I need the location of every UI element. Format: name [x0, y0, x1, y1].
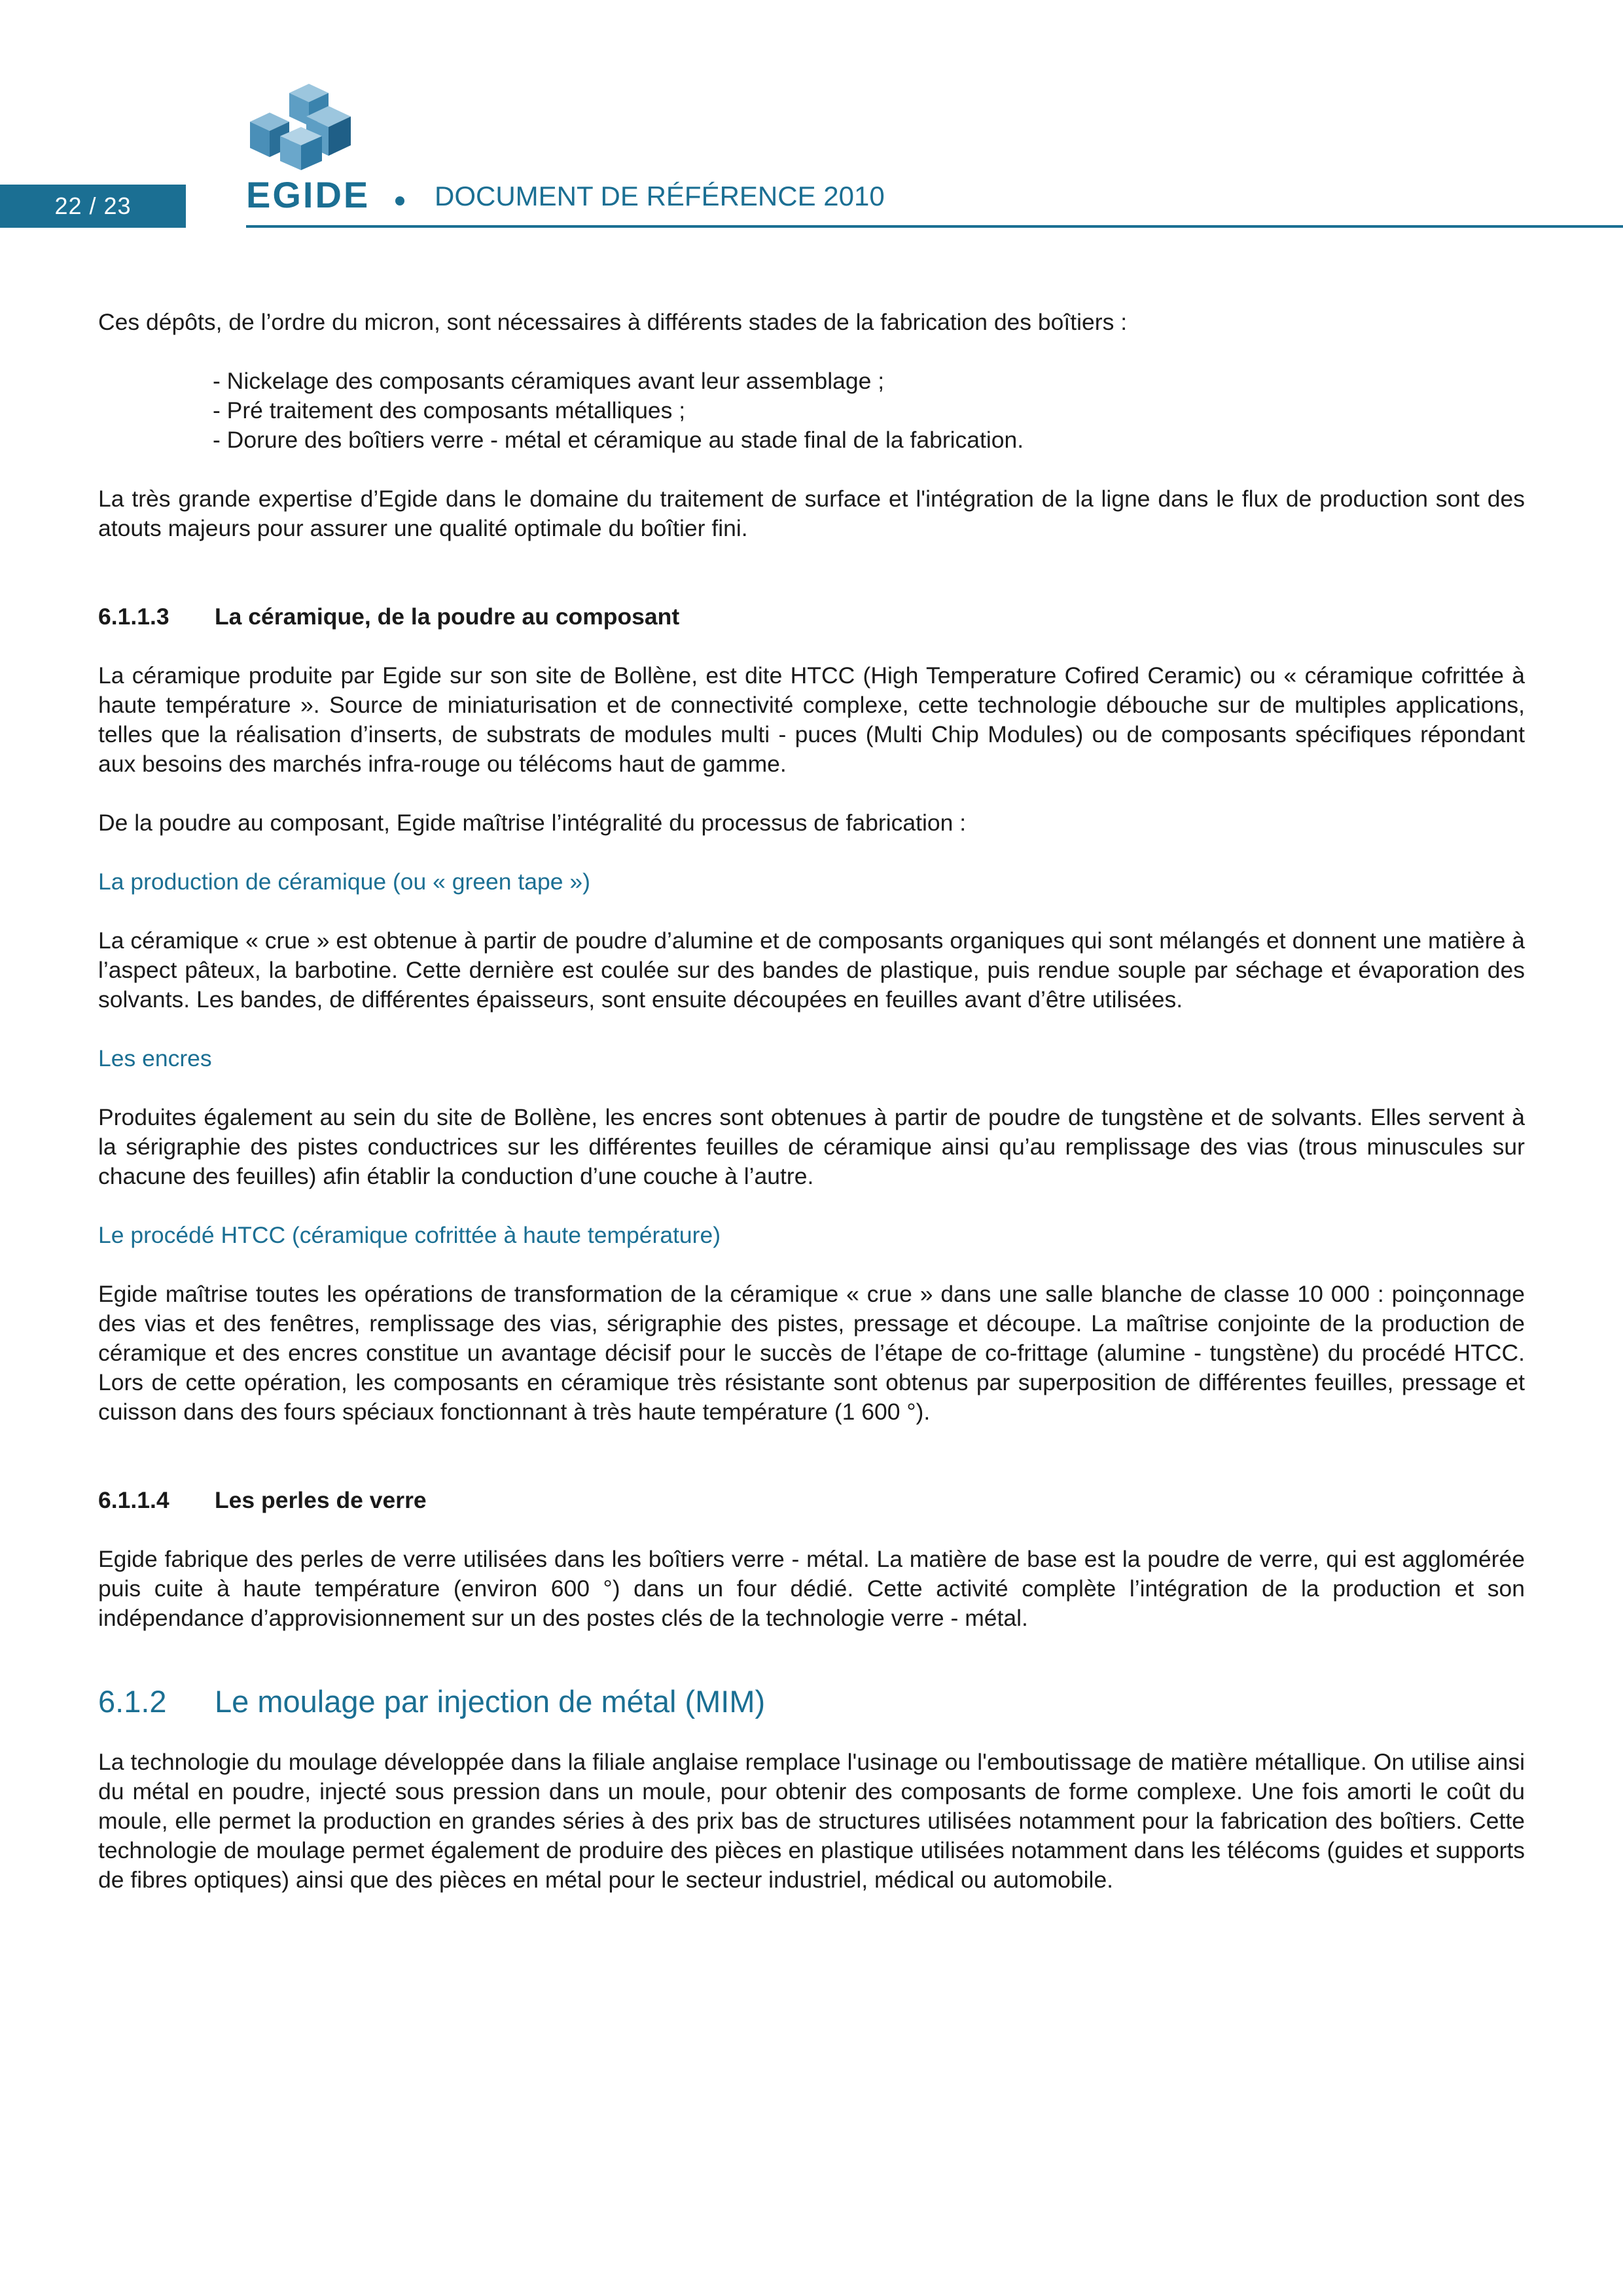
section-title: Les perles de verre	[215, 1487, 427, 1513]
list-item: - Dorure des boîtiers verre - métal et céramique au stade final de la fabrication.	[213, 427, 1024, 453]
paragraph: La technologie du moulage développée dans la filiale anglaise remplace l'usinage ou l'emboutissage de matière métallique. On utilise ainsi du métal en poudre, injecté sous pression dans un moule, pour obtenir des composants de forme complexe. Une fois amorti le coût du moule, elle permet la production en grandes séries à des prix bas de structures utilisées notamment pour la fabrication des boîtiers. Cette technologie de moulage permet également de produire des pièces en plastique utilisées notamment dans les télécoms (guides et supports de fibres optiques) ainsi que des pièces en métal pour le secteur industriel, médical ou automobile.	[98, 1749, 1525, 1893]
subheading-htcc: Le procédé HTCC (céramique cofrittée à haute température)	[98, 1222, 721, 1248]
section-heading-6113	[98, 602, 1525, 632]
paragraph: Produites également au sein du site de Bollène, les encres sont obtenues à partir de poudre de tungstène et de solvants. Elles servent à la sérigraphie des pistes conductrices sur les différentes feuilles de céramique ainsi qu’au remplissage des vias (trous minuscules sur chacune des feuilles) afin établir la conduction d’une couche à l’autre.	[98, 1104, 1525, 1189]
document-title: DOCUMENT DE RÉFÉRENCE 2010	[435, 181, 885, 211]
section-number: 6.1.1.3	[98, 603, 169, 630]
intro-paragraph: Ces dépôts, de l’ordre du micron, sont nécessaires à différents stades de la fabrication des boîtiers :	[98, 309, 1128, 335]
section-number: 6.1.2	[98, 1684, 167, 1719]
section-number: 6.1.1.4	[98, 1487, 169, 1513]
expertise-paragraph: La très grande expertise d’Egide dans le domaine du traitement de surface et l'intégration de la ligne dans le flux de production sont des atouts majeurs pour assurer une qualité optimale du boîtier fini.	[98, 486, 1525, 541]
list-item: - Nickelage des composants céramiques avant leur assemblage ;	[213, 368, 885, 394]
paragraph: La céramique produite par Egide sur son site de Bollène, est dite HTCC (High Temperature Cofired Ceramic) ou « céramique cofrittée à haute température ». Source de miniaturisation et de connectivité complexe, cette technologie débouche sur de multiples applications, telles que la réalisation d’inserts, de substrats de modules multi - puces (Multi Chip Modules) ou de composants spécifiques répondant aux besoins des marchés infra-rouge ou télécoms haut de gamme.	[98, 662, 1525, 777]
paragraph: La céramique « crue » est obtenue à partir de poudre d’alumine et de composants organiques qui sont mélangés et donnent une matière à l’aspect pâteux, la barbotine. Cette dernière est coulée sur des bandes de plastique, puis rendue souple par séchage et évaporation des solvants. Les bandes, de différentes épaisseurs, sont ensuite découpées en feuilles avant d’être utilisées.	[98, 927, 1525, 1013]
header-bullet-icon	[395, 196, 404, 206]
section-heading-612	[98, 1682, 1525, 1721]
subheading-encres: Les encres	[98, 1045, 212, 1071]
subheading-green-tape: La production de céramique (ou « green tape »)	[98, 869, 590, 895]
paragraph: De la poudre au composant, Egide maîtrise l’intégralité du processus de fabrication :	[98, 810, 967, 836]
section-heading-6114	[98, 1486, 1525, 1515]
page-content	[98, 308, 1525, 1895]
header-divider	[246, 225, 1623, 228]
paragraph: Egide maîtrise toutes les opérations de transformation de la céramique « crue » dans une salle blanche de classe 10 000 : poinçonnage des vias et des fenêtres, remplissage des vias, sérigraphie des pistes, pressage et découpe. La maîtrise conjointe de la production de céramique et des encres constitue un avantage décisif pour le succès de l’étape de co-frittage (alumine - tungstène) du procédé HTCC. Lors de cette opération, les composants en céramique très résistante sont obtenus par superposition de différentes feuilles, pressage et cuisson dans des fours spéciaux fonctionnant à très haute température (1 600 °).	[98, 1281, 1525, 1425]
brand-wordmark: EGIDE	[246, 174, 370, 215]
list-item: - Pré traitement des composants métalliques ;	[213, 397, 686, 423]
bullet-list	[98, 367, 1525, 455]
section-title: La céramique, de la poudre au composant	[215, 603, 680, 630]
paragraph: Egide fabrique des perles de verre utilisées dans les boîtiers verre - métal. La matière de base est la poudre de verre, qui est agglomérée puis cuite à haute température (environ 600 °) dans un four dédié. Cette activité complète l’intégration de la production et son indépendance d’approvisionnement sur un des postes clés de la technologie verre - métal.	[98, 1546, 1525, 1631]
page-indicator: 22 / 23	[0, 185, 186, 228]
section-title: Le moulage par injection de métal (MIM)	[215, 1684, 766, 1719]
